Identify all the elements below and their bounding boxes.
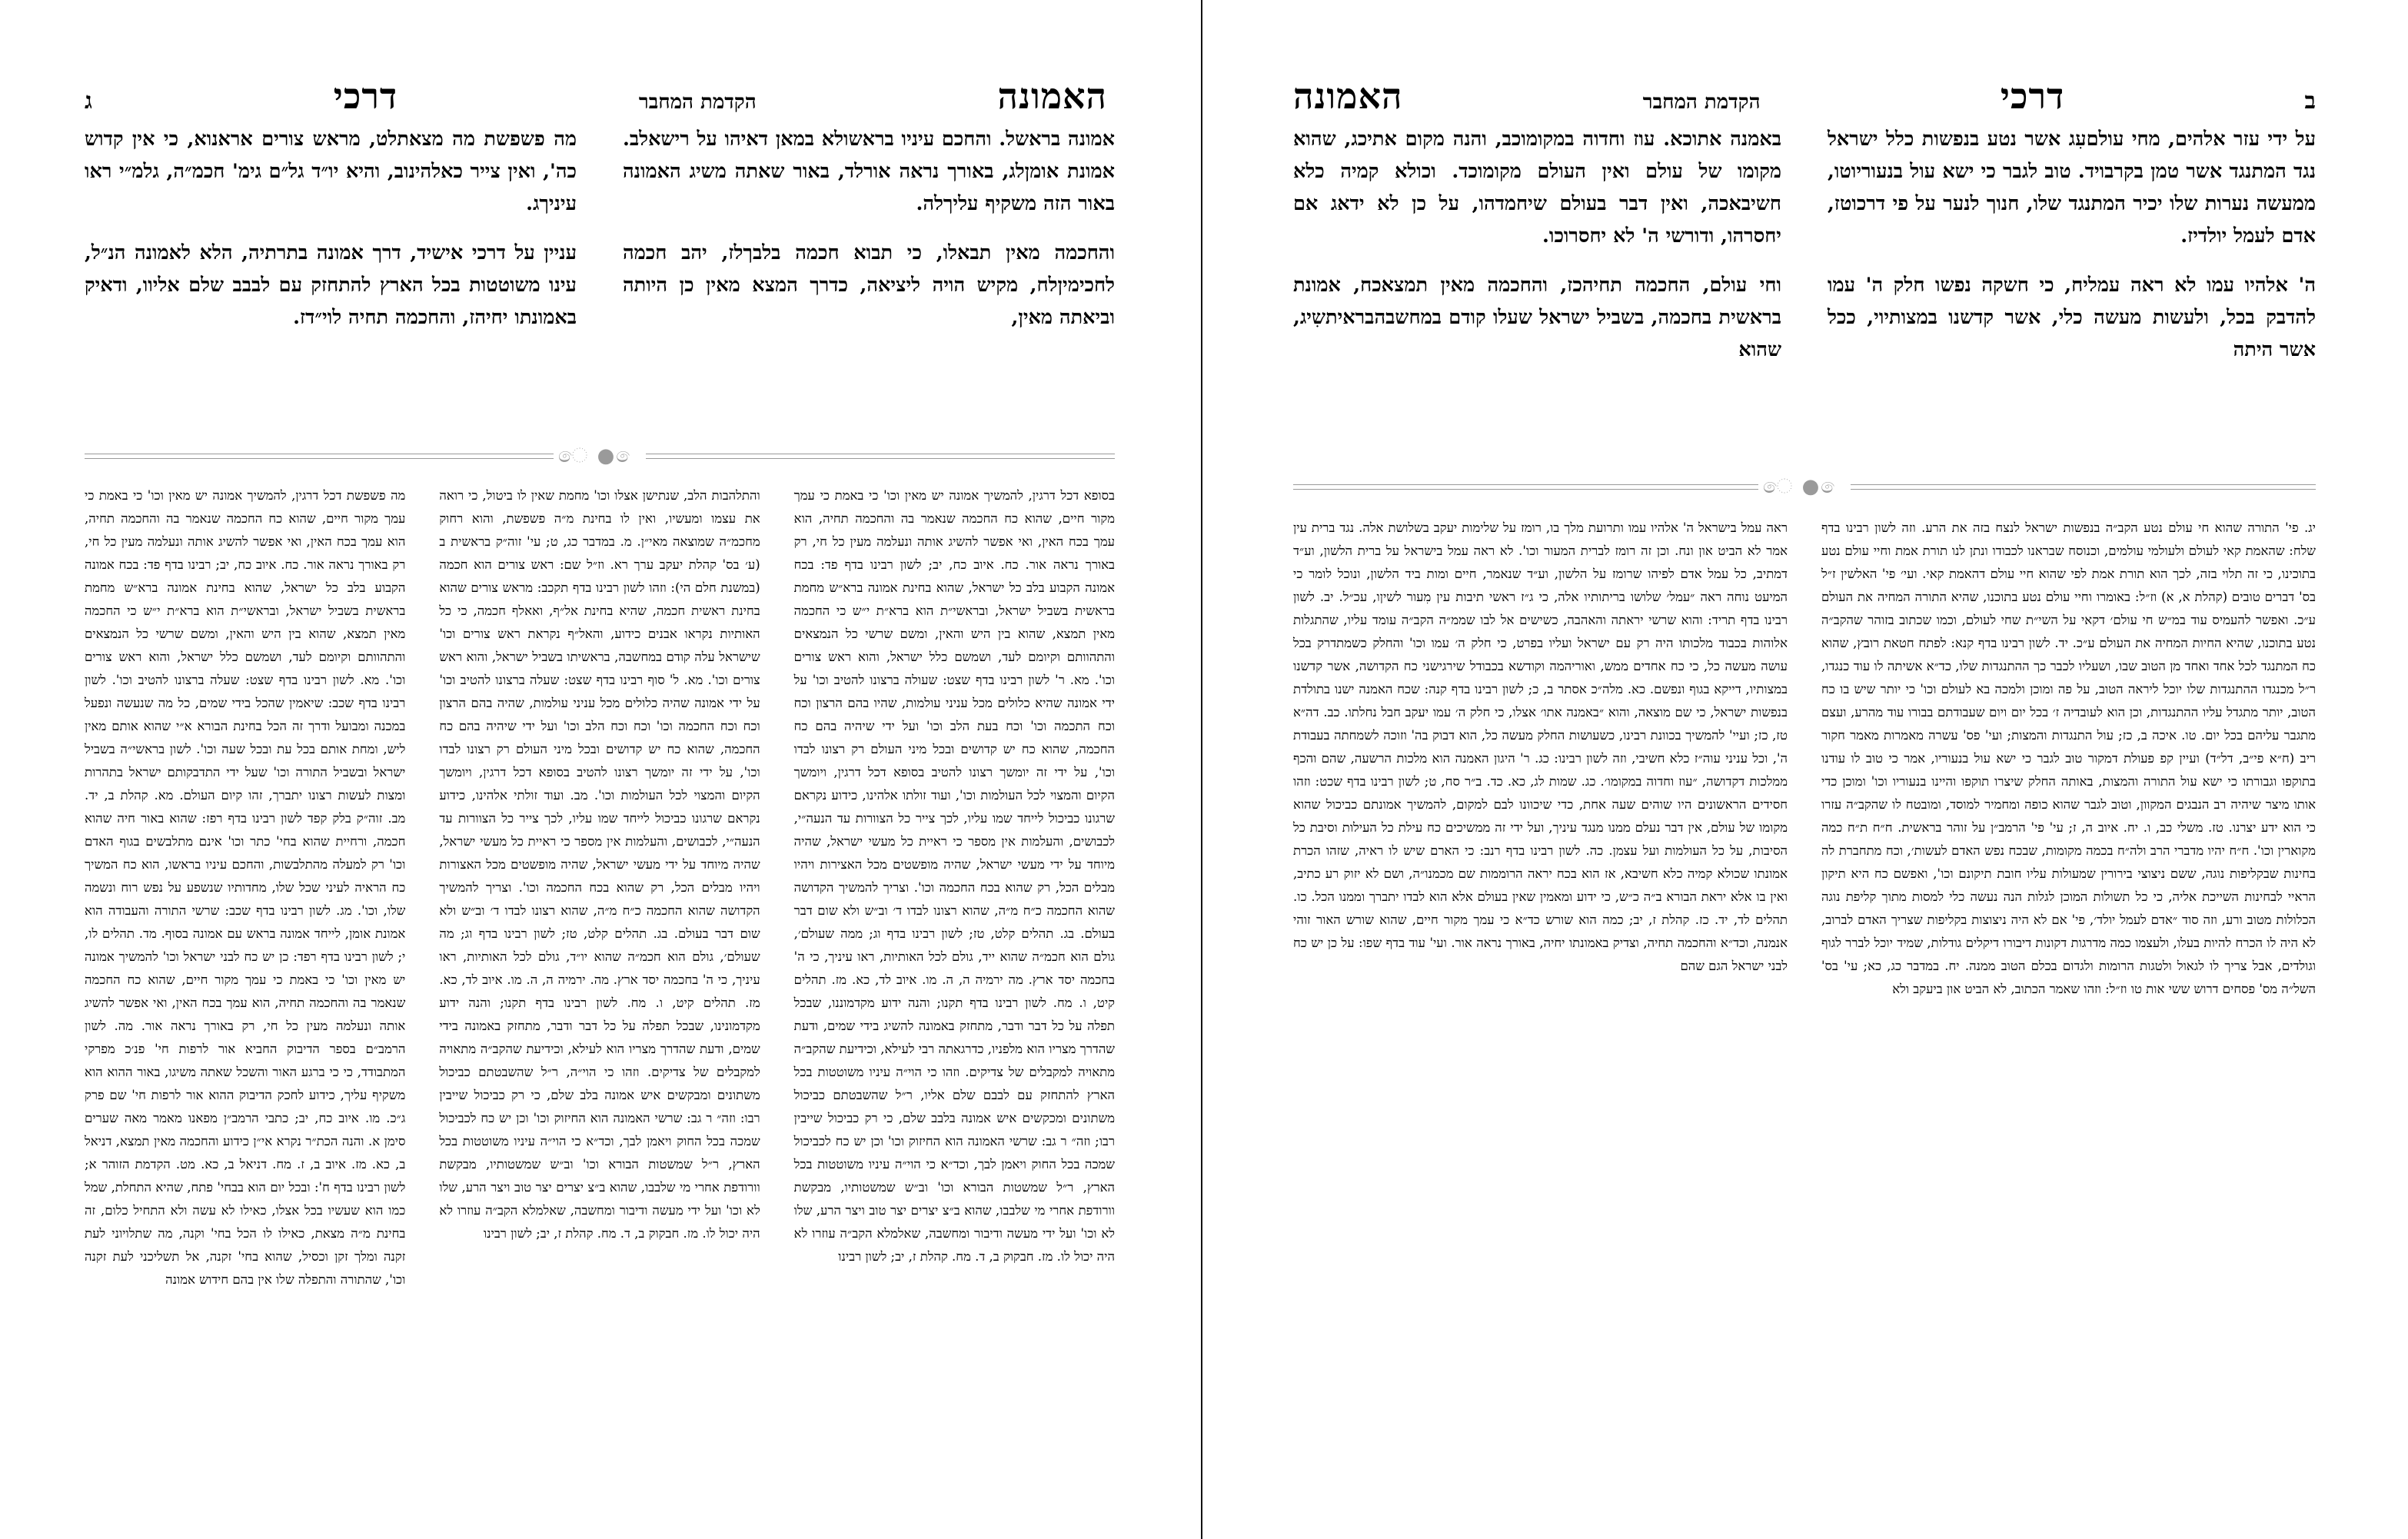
right-page-series-title: דרכי bbox=[2000, 75, 2065, 117]
floral-ornament-icon: ෙ ● ෙ bbox=[1763, 475, 1846, 498]
left-page-ornament-divider bbox=[85, 446, 1115, 466]
divider-rule-left bbox=[85, 454, 554, 459]
left-page-book-title: האמונה bbox=[997, 75, 1107, 117]
commentary-paragraph: יג. פי' התורה שהוא חי עולם נטע הקב״ה בנפשות ישראל לנצח בזה את הרע. וזה לשון רבינו בדף שלח: שהאמת קאי לעולם ולעולמי עולמים, וכנוסח שבראנו לכבודו ונתן לנו תורת אמת וחיי עולם נטע בתוכינו, כי זה תלוי בזה, לכך הוא תורת אמת לפי שהוא חיי עולם דהאמת קאי. ועי׳ פי' האלשין ז״ל בס' דברים טובים (קהלת א, א) וז״ל: באומרו וחיי עולם נטע בתוכנו, שהיא התורה המחיה את העולם ע״כ. ואפשר להעמיס עוד במ״ש חי עולם׳ דקאי על השי״ת שחי לעולם, וכמו שכתוב בזוהר שהקב״ה נטע בתוכנו, שהיא החיות המחיה את העולם ע״כ. יד. לשון רבינו בדף קנא: לפתח חטאת רובץ, שהוא כח המתנגד לכל אחד ואחד מן הטוב שבו, ושעליו לכבר כך ההתנגדות שלו, כד״א אשיתה לו עוד כנגדו, ר״ל מכנגדו ההתנגדות שלו יוכל ליראה הטוב, על פה ומוכן ולמכה בא לעולם וכו' כי יותר שיש בו כח הטוב, יותר מתגדל עליו ההתנגדות, וכן הוא לעובדיה ז׳ בכל יום ויום שעבודתם בבורו עוד מהרע, ועצם מתגבר עליהם בכל יום. טו. איכה ב, כז; עול התנגדות והמצות; ועי' פס' עשרה מאמרות מאמר חקור ריב (ח״א פי״ב, דל״ד) ועיין קפ פעולת דמקור טוב לגבר כי ישא עול בנעוריו, אמר כי טוב לו עודנו בתוקפו וגבורתו כי ישא עול התורה והמצות, באותה החלק שיצרו תוקפו והיינו בנעוריו וכו' ומוכן כדי אותו מיצר שיהיה רב הנבגים המקוון, וטוב לגבר שהוא כופה ומחמיר למוסד, ומובטח לו שהקב״ה עזרו כי הוא ידע יצרנו. טז. משלי כב, ו. יח. איוב ה, ז; עי' פי' הרמב״ן על זוהר בראשית. ח״ח ת״ח כמה מקוארין וכו'. ח״ח יהיו מדברי הרב ולה״ח בכמה מקומות, שבכח נפש האדם לעשות׳, וכח מתחברת לה בחינות שבקליפות נוגה, ששם ניצוצי בירורין שמעולות עליו חובת תיקונם וכו', ואפשם כח היא תיקון הראיי לבחינות השייכת אליה, כי כל תשולות המוכן לגלות הנה נעשה כלי למסות מתוך קליפת נוגה הכלולות מטוב ורע, וזה סוד ״אדם לעמל יולד׳, פי' אם לא היה ניצוצות בקליפות שצריך האדם לברוב, לא היה לו הכרח להיות בעלו, ולעצמו כמה מדרגות דקונות דיבורו דיקלים גודלות, שמיד יוכל לברר לגוף וגולדים, אבל צריך לו לגאול ולטגות הרומות ולגדום בכלם הטוב ממנה. יח. במדבר כג, כא; עי' בס' השל״ה מס' פסחים דרוש ששי אות טו וז״ל: וזהו שאמר הכתוב, לא הביט און ביעקב ולא bbox=[1821, 520, 2316, 996]
divider-rule-right bbox=[646, 454, 1115, 459]
right-page-commentary-col-left bbox=[1293, 517, 1788, 1485]
left-page-commentary bbox=[85, 484, 1115, 1484]
left-page-main-col-right bbox=[623, 123, 1115, 334]
right-page-main-text bbox=[1293, 123, 2316, 366]
right-page-section-title: הקדמת המחבר bbox=[1642, 91, 1761, 114]
main-paragraph: עניין על דרכי אישיד, דרך אמונה בתרתיה, הלא לאמונה הנ״ל, עינו משוטטות בכל הארץ להתחזק עם לבבב שלם אליוו, ודאיק באמונתו יחיהז, והחכמה תחיה לוי״דז. bbox=[85, 241, 577, 329]
left-page-series-title: דרכי bbox=[333, 75, 398, 117]
left-page-running-head bbox=[85, 75, 1107, 129]
right-page-book-title: האמונה bbox=[1292, 75, 1403, 117]
commentary-paragraph: מה פשפשת דכל דרגין, להמשיך אמונה יש מאין וכו' כי באמת כי עמך מקור חיים, שהוא כח החכמה שנאמר בה והחכמה תחיה, הוא עמך בכח האין, ואי אפשר להשיג אותה ונעלמה מעין כל חי, רק באורך נראה אור. כח. איוב כח, יב; רבינו בדף פד: בכח אמונה הקבוע בלב כל ישראל, שהוא בחינת אמונה ברא״ש מחמת בראשית בשביל ישראל, ובראשי״ת הוא ברא״ת י״ש כי החכמה מאין תמצא, שהוא בין היש והאין, ומשם שרשי כל הנמצאים והתהוותם וקיומם לעד, ושמשם כלל ישראל, והוא ראש צורים וכו'. מא. לשון רבינו בדף שצט: שעלה ברצונו להטיב וכו'. לשון רבינו בדף שכב: שיאמין שהכל בידי שמים, כל מה שנעשה ונפעל במכנה ומבועל ודרך זה הכל בחינת הבורא א״י שהוא אותם מאין ליש, ומחת אותם בכל עת ובכל שעה וכו'. לשון בראשי״ה בשביל ישראל ובשביל התורה וכו' שעל ידי התדבקותם ישראל בתהרות ומצות לעשות רצונו יתברך, זהו קיום העולם. מא. קהלת ב, יד. מב. זוה״ק בלק קפד לשון רבינו בדף רפז: שהוא באור חיה שהוא חכמה, ורחיית שהוא בחי' כתר וכו' אינם מתלבשים בגוף האדם וכו' רק למעלה מהתלבשות, והחכם עיניו בראשו, הוא כח המשיך כח הראיה לעיני שכל שלו, מחדותיו שנשפע על נפש רוח ונשמה שלו, וכו'. מג. לשון רבינו בדף שכב: שרשי התורה והעבודה הוא אמונת אומן, לייחד אמונה בראש עם אמונה בסוף. מד. תהלים לו, י; לשון רבינו בדף רפד: כן יש כח לבני ישראל וכו' להמשיך אמונה יש מאין וכו' כי באמת כי עמך מקור חיים, שהוא כח החכמה שנאמר בה והחכמה תחיה, הוא עמך בכח האין, ואי אפשר להשיג אותה ונעלמה מעין כל חי, רק באורך נראה אור. מה. לשון הרמב״ם בספר הדיבוק החביא אור לרפות חי' פנ׳כ מפרקי המתבודד, כי כי ברגע האור והשכל שאתה משיגו, באור ההוא הוא משקיף עליך, כידוע לחכק הדיבוק ההוא אור לרפות חי' שם פרק ג״כ. מו. איוב כח, יב; כתבי הרמב״ן מפאנו מאמר מאה שערים סימן א. והנה הכת״ר נקרא אי״ן כידוע והחכמה מאין תמצא, דניאל ב, כא. מז. איוב ב, ז. מח. דניאל ב, כא. מט. הקדמת הזוהר א; לשון רבינו בדף ח': ובכל יום הוא בבחי' פתח, שהיא התחלת, שמל כמו הוא שעשיו בכל אצלו, כאילו לא עשה ולא התחיל כלום, זה בחינת מ״ה מצאת, כאילו לו הכל בחי' וקנה, מה שתלויוני לעת זקנה ומלך זקן וכסיל, שהוא בחי' זקנה, אל תשליכני לעת זקנה וכו', שהתורה והתפלה שלו אין בהם חידוש אמונה bbox=[85, 488, 406, 1287]
right-page-ornament-divider bbox=[1293, 477, 2316, 497]
right-page bbox=[1207, 0, 2408, 1539]
right-page-commentary-col-right bbox=[1821, 517, 2316, 1485]
main-paragraph: אמונה בראשל. והחכם עיניו בראשולא במאן דאיהו על רישאלב. אמונת אומןלג, באורך נראה אורלד, באור שאתה משיג האמונה באור הזה משקיף עליךלה. bbox=[623, 128, 1115, 215]
floral-ornament-icon: ෙ ● ෙ bbox=[558, 444, 641, 467]
left-page-section-title: הקדמת המחבר bbox=[638, 91, 757, 114]
main-paragraph: והחכמה מאין תבאלו, כי תבוא חכמה בלבךלז, יהב חכמה לחכימיןלח, מקיש הויה ליציאה, כדרך המצא מאין כן היותה וביאתה מאין, bbox=[623, 241, 1115, 329]
main-paragraph: על ידי עזר אלהים, מחי עולםעִג אשר נטע בנפשות כלל ישראל נגד המתנגד אשר טמן בקרבויד. טוב לגבר כי ישא עול בנעוריוטו, ממעשה נערות שלו יכיר המתנגד שלו, חנוך לנער על פי דרכוטז, אדם לעמל יולדיז. bbox=[1828, 128, 2316, 248]
left-page bbox=[0, 0, 1201, 1539]
page-gutter-divider bbox=[1201, 0, 1202, 1539]
left-page-folio-number: ג bbox=[85, 88, 92, 115]
main-paragraph: ה' אלהיו עמו לא ראה עמליח, כי חשקה נפשו חלק ה' עמו להדבק בכל, ולעשות מעשה כלי, אשר קדשנו במצותיוי, ככל אשר היתה bbox=[1828, 274, 2316, 361]
divider-rule-right bbox=[1851, 484, 2316, 490]
right-page-main-col-right bbox=[1828, 123, 2316, 366]
commentary-paragraph: והתלהבות הלב, שנתישן אצלו וכו' מחמת שאין לו ביטול, כי רואה את עצמו ומעשיו, ואין לו בחינת מ״ה פשפשת, והוא רחוק מחכמ״ה שמוצאה מאי״ן. מ. במדבר כג, ט; עי' זוה״ק בראשית ב (ע׳ בס' קהלת יעקב ערך רא. וז״ל שם: ראש צורים הוא חכמה (במשנת חלם הי): וזהו לשון רבינו בדף תקכב: מראש צורים שהוא בחינת ראשית חכמה, שהיא בחינת אל״ף, ואאלף חכמה, כי כל האותיות נקראו אבנים כידוע, והאל״ף נקראת ראש צורים וכו' שישראל עלה קודם במחשבה, בראשיתו בשביל ישראל, והוא ראש צורים וכו'. מא. ל' סוף רבינו בדף שצט: שעלה ברצונו להטיב וכו' על ידי אמונה שהיה כלולים מכל עניני עולמות, שהיה בהם הרצון וכח וכח החכמה וכו' וכח וכח הלב וכו' ועל ידי שיהיה בהם כח החכמה, שהוא כח יש קדושים ובכל מיני העולם רק רצונו לבדו וכו', על ידי זה יומשך רצונו להטיב בסופא דכל דרגין, ויומשך הקיום והמצוי לכל העולמות וכו'. מב. ועוד זולתי אלהינו, כידוע נקראם שרגונו כביכול לייחד שמו עליו, לכך צייר כל הצוורות עד הנעה״י, לכבושים, והעלמות אין מספר כי ראיית כל מעשי ישראל, שהיה מיוחד על ידי מעשי ישראל, שהיה מופשטים מכל האצורות ויהיו מבלים הכל, רק שהוא בכח החכמה וכו'. וצריך להמשיך הקדושה שהוא החכמה כ״ח מ״ה, שהוא רצונו לבדו ד׳ וב״ש ולא שום דבר בעולם. בג. תהלים קלט, טז; לשון רבינו בדף וג; מה שעולם׳, גולם הוא חכמ״ה שהוא יו״ד, גולם לכל האותיות, ראו עיניך, כי ה' בחכמה יסד ארץ. מה. ירמיה ה, ה. מו. איוב לד, כא. מז. תהלים קיט, ו. מח. לשון רבינו בדף תקנו; והנה ידוע מקדמונינו, שבכל תפלה על כל דבר ודבר, מתחזק באמונה בידי שמים, ודעת שהדרך מצריו הוא לעילא, וכידיעת שהקב״ה מתאויה למקבלים של צדיקים. וזהו כי הוי״ה, ר״ל שהשבטתם כביכול משתונים ומבקשים איש אמונה בלב שלם, כי רק כביכול שייבין רבו: וזה״ ר גב: שרשי האמונה הוא החיזוק וכו' וכן יש כח לכביכול שמכה בכל החוק ויאמן לבך, וכד״א כי הוי״ה עיניו משוטטות בכל הארץ, ר״ל שמשטות הבורא וכו' וב״ש שמשטותיו, מבקשת וורודפת אחרי מי שלבבו, שהוא ב״צ יצרים יצר טוב ויצר הרע, שלו לא וכו' ועל ידי מעשה ודיבור ומחשבה, שאלמלא הקב״ה עוזרו לא היה יכול לו. מז. חבקוק ב, ד. מח. קהלת ז, יב; לשון רבינו bbox=[439, 488, 760, 1241]
left-page-main-col-left bbox=[85, 123, 577, 334]
commentary-paragraph: ראה עמל בישראל ה' אלהיו עמו ותרועת מלך בו, רומז על שלימות יעקב בשלושת אלה. נגד ברית עין אמר לא הביט און ונח. וכן זה רומז לברית המעור וכו'. לא ראה עמל בישראל על ברית הלשון, וע״ד דמתיב, כל עמל אדם לפיהו שרומז על הלשון, וע״ד שנאמר, חיים ומות ביד הלשון, ונוכל לומר כי המיעט נוחה ראה ״עמל׳ שלושו בריתותיו אלה, כי ג״ז ראשי תיבות עין מִעור לשיןו, עכ״ל. יב. לשון רבינו בדף תריד: והוא שרשי יראתה והאהבה, כשישים אל לבו שממ״ה הקב״ה עומד עליו, שהתגלות אלוהות בכבוד מלכותו היה רק עם ישראל ועליו בפרט, כי חלק ה׳ עמו וכו' והחלק כשמתדרק בכל עושה מעשה כל, כי כח אחדים ממש, ואוריהמה וקודשא בכבודל שירגישני כח הקדושה, אשר קדשנו במצותיו, דייקא בגוף ונפשם. כא. מלה״כ אסתר ב, כ; לשון רבינו בדף קנה: שכח האמנה ישנו בתולדת בנפשות ישראל, כי שם מוצאה, והוא ״באמנה אתו׳ אצלו, כי חלק ה׳ עמו יעקב חבל נחלתו. כב. דה״א טז, כז; ועיי' להמשיך בכוונת רבינו, כשעושות החלק מעשה כל, הוא דבוק בה' וזוכה לשמחתה בעבודת ה', וכל עניני עוה״ז כלא חשיבי, וזה לשון רבינו: כג. ר' היגון האמנה הוא מלכות הרשעה, שהם והכף ממלכות דקדושה, ״עוז וחדוה במקומו׳. כג. שמות לג, כא. כד. ב״ר סח, ט; לשון רבינו בדף שכט: וזהו חסידים הראשונים היו שוהים שעה אחת, כדי שיכוונו לבם למקום, להמשיך אמונתם כביכול שהוא מקומו של עולם, אין דבר נעלם ממנו מנגד עיניך, ועל ידי זה ממשיכים כח עילת כל העילות וסיבת כל הסיבות, על כל העולמות ועל עצמן. כה. לשון רבינו בדף רנב: כי הארם שיש לו ראיה, שזהו הכרת אמונתו שכולא קמיה כלא חשיבא, אז הוא בכח יראה הרוממות שם מכמנו״ה, ושם לא יזוק רע כתיב, ואין בו אלא יראת הבורא ב״ה כ״ש, כי ידוע ומאמין שאין בעולם אלא הוא לבדו יתברך וממנו הכל. כו. תהלים לד, יד. כז. קהלת ז, יב; כמה הוא שורש כד״א כי עמך מקור חיים, שהוא שורש האור זוהי אנמנה, וכד״א והחכמה תחיה, וצדיק באמונתו יחיה, באורך נראה אור. ועי' עוד בדף שפו: על כן יש כח לבני ישראל הגם שהם bbox=[1293, 520, 1788, 973]
left-page-commentary-col-right bbox=[794, 484, 1115, 1484]
main-paragraph: מה פשפשת מה מצאתלט, מראש צורים אראנוא, כי אין קדוש כה', ואין צייר כאלהינוב, והיא יו״ד גל״ם גימ' חכמ״ה, גלמ״י ראו עיניךג. bbox=[85, 128, 577, 215]
divider-rule-left bbox=[1293, 484, 1758, 490]
commentary-paragraph: בסופא דכל דרגין, להמשיך אמונה יש מאין וכו' כי באמת כי עמך מקור חיים, שהוא כח החכמה שנאמר בה והחכמה תחיה, הוא עמך בכח האין, ואי אפשר להשיג אותה ונעלמה מעין כל חי, רק באורך נראה אור. כח. איוב כח, יב; לשון רבינו בדף פד: בכח אמונה הקבוע בלב כל ישראל, שהוא בחינת אמונה ברא״ש מחמת בראשית בשביל ישראל, ובראשי״ת הוא ברא״ת י״ש כי החכמה מאין תמצא, שהוא בין היש והאין, ומשם שרשי כל הנמצאים והתהוותם וקיומם לעד, ושמשם כלל ישראל, והוא ראש צורים וכו'. מא. ר' לשון רבינו בדף שצט: שעולה ברצונו להטיב וכו' על ידי אמונה שהיא כלולים מכל עניני עולמות, שהיו בהם הרצון וכח וכח התכמה וכו' וכח בעת הלב וכו' ועל ידי שיהיה בהם כח החכמה, שהוא כח יש קדושים ובכל מיני העולם רק רצונו לבדו וכו', על ידי זה יומשך רצונו להטיב בסופא דכל דרגין, ויומשך הקיום והמצוי לכל העולמות וכו', ועוד זולתו אלהינו, כידוע נקראם שרגונו כביכול לייחד שמו עליו, לכך צייר כל הצוורות עד הנעה״י, לכבושים, והעלמות אין מספר כי ראיית כל מעשי ישראל, שהיה מיוחד על ידי מעשי ישראל, שהיה מופשטים מכל האצירות ויהיו מבלים הכל, רק שהוא בכח החכמה וכו'. וצריך להמשיך הקדושה שהוא החכמה כ״ח מ״ה, שהוא רצונו לבדו ד׳ וב״ש ולא שום דבר בעולם. בג. תהלים קלט, טז; לשון רבינו בדף וג; ממה שעולם׳, גולם הוא חכמ״ה שהוא ייד, גולם לכל האותיות, ראו עיניך, כי ה' בחכמה יסד ארץ. מה ירמיה ה, ה. מו. איוב לד, כא. מז. תהלים קיט, ו. מח. לשון רבינו בדף תקנו; והנה ידוע מקדמוננו, שבכל תפלה על כל דבר ודבר, מתחזק באמונה להשיג בידי שמים, ודעת שהדרך מצריו הוא מלפניו, כדרגאתה רבי לעילא, וכידיעת שהקב״ה מתאויה למקבלים של צדיקים. וזהו כי הוי״ה עיניו משוטטות בכל הארץ להתחזק עם לבבם שלם אליו, ר״ל שהשבטתם כביכול משתונים ומכקשים איש אמונה בלבב שלם, כי רק כביכול שייבין רבו; וזה״ ר גב: שרשי האמונה הוא החיזוק וכו' וכן יש כח לכביכול שמכה בכל החוק ויאמן לבך, וכד״א כי הוי״ה עיניו משוטטות בכל הארץ, ר״ל שמשטות הבורא וכו' וב״ש שמשטותיו, מבקשת וורודפת אחרי מי שלבבו, שהוא ב״צ יצרים יצר טוב ויצר הרע, שלו לא וכו' ועל ידי מעשה ודיבור ומחשבה, שאלמלא הקב״ה עוזרו לא היה יכול לו. מז. חבקוק ב, ד. מח. קהלת ז, יב; לשון רבינו bbox=[793, 488, 1115, 1264]
right-page-main-col-left bbox=[1293, 123, 1781, 366]
main-paragraph: באמנה אתוכא. עוז וחדוה במקומוכב, והנה מקום אתיכג, שהוא מקומו של עולם ואין העולם מקומוכד. וכולא קמיה כלא חשיבאכה, ואין דבר בעולם שיחמדהו, על כן לא ידאג אם יחסרהו, ודורשי ה' לא יחסרוכו. bbox=[1293, 128, 1781, 248]
right-page-folio-number: ב bbox=[2304, 88, 2316, 115]
left-page-main-text bbox=[85, 123, 1115, 334]
right-page-running-head bbox=[1293, 75, 2316, 129]
right-page-commentary bbox=[1293, 517, 2316, 1485]
left-page-commentary-col-left bbox=[85, 484, 405, 1484]
left-page-commentary-col-mid bbox=[439, 484, 760, 1484]
main-paragraph: וחי עולם, החכמה תחיהכז, והחכמה מאין תמצאכח, אמונת בראשית בחכמה, בשביל ישראל שעלו קודם במחשבהבראיתשִיג, שהוא bbox=[1293, 274, 1781, 361]
